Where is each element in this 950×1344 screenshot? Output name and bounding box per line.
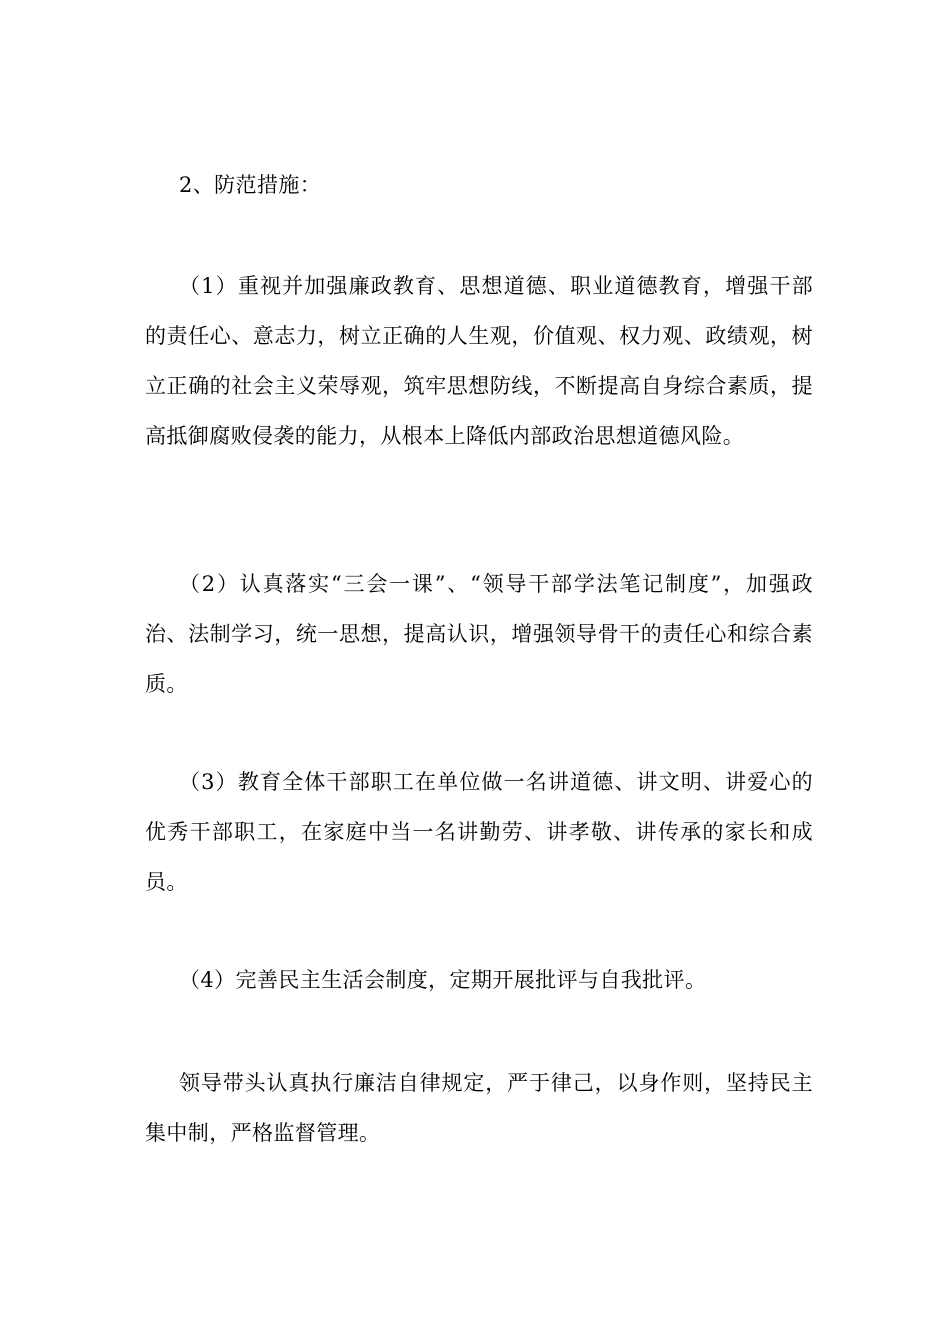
paragraph-measure-3: （3）教育全体干部职工在单位做一名讲道德、讲文明、讲爱心的优秀干部职工，在家庭中当一名讲勤劳、讲孝敬、讲传承的家长和成员。 bbox=[145, 770, 813, 894]
paragraph-leadership: 领导带头认真执行廉洁自律规定，严于律己，以身作则，坚持民主集中制，严格监督管理。 bbox=[145, 1071, 813, 1145]
paragraph-measure-1: （1）重视并加强廉政教育、思想道德、职业道德教育，增强干部的责任心、意志力，树立正确的人生观，价值观、权力观、政绩观，树立正确的社会主义荣辱观，筑牢思想防线，不断提高自身综合素质，提高抵御腐败侵袭的能力，从根本上降低内部政治思想道德风险。 bbox=[145, 274, 813, 448]
paragraph-measure-4: （4）完善民主生活会制度，定期开展批评与自我批评。 bbox=[179, 968, 707, 992]
section-heading: 2、防范措施： bbox=[179, 173, 322, 197]
paragraph-measure-2: （2）认真落实“三会一课”、“领导干部学法笔记制度”，加强政治、法制学习，统一思想，提高认识，增强领导骨干的责任心和综合素质。 bbox=[145, 572, 813, 696]
